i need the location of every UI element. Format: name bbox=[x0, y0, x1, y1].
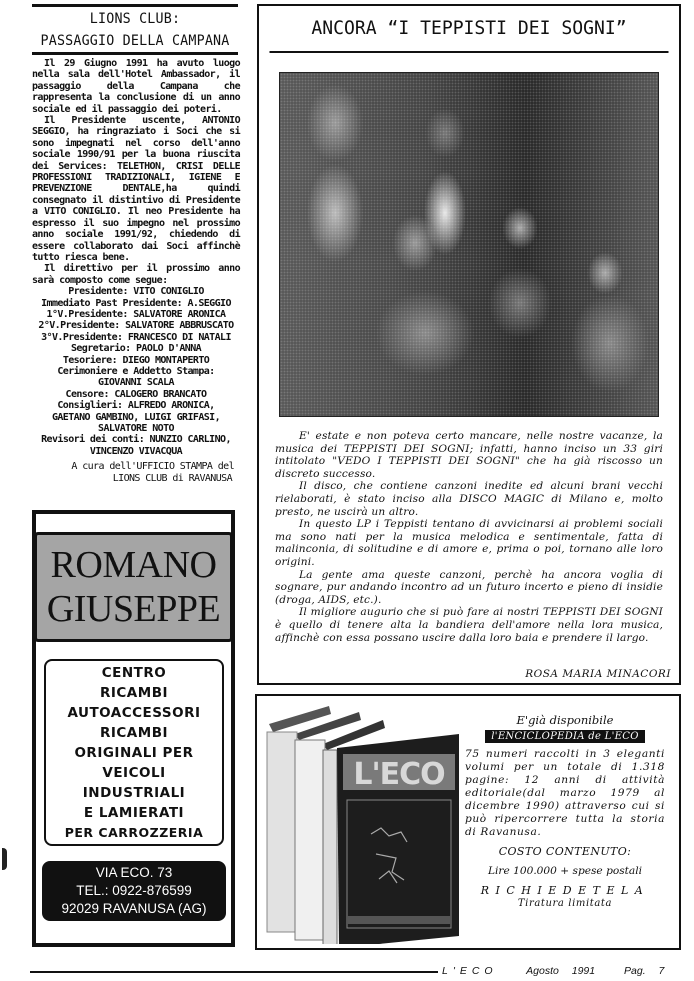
service-line: RICAMBI bbox=[99, 725, 169, 741]
service-line: ORIGINALI PER bbox=[74, 745, 194, 761]
romano-services-panel bbox=[44, 659, 224, 846]
teppisti-paragraph: Il migliore augurio che si può fare ai nostri TEPPISTI DEI SOGNI è quello di tenere alta la bandiera dell'amore nella lora musica, affinchè con essa possano uscire dalla loro baia e prendere il largo. bbox=[275, 606, 663, 644]
teppisti-paragraph: Il disco, che contiene canzoni inedite ed alcuni brani vecchi rielaborati, è stato inciso alla DISCO MAGIC di Milano e, molto presto, ne uscirà un altro. bbox=[275, 480, 663, 518]
roster-line: Cerimoniere e Addetto Stampa: bbox=[57, 365, 215, 377]
roster-line: GAETANO GAMBINO, LUIGI GRIFASI, bbox=[51, 411, 221, 423]
footer-page-number: Pag. 7 bbox=[624, 965, 665, 977]
romano-phone: TEL.: 0922-876599 bbox=[76, 883, 192, 898]
roster-line: VINCENZO VIVACQUA bbox=[89, 445, 183, 457]
credit-line2: LIONS CLUB di RAVANUSA bbox=[112, 472, 232, 484]
teppisti-headline: ANCORA “I TEPPISTI DEI SOGNI” bbox=[270, 6, 669, 53]
book-cover-title: L'ECO bbox=[353, 757, 445, 792]
page-edge-mark bbox=[2, 848, 7, 870]
lions-top-rule bbox=[32, 4, 238, 7]
lions-headline bbox=[40, 8, 230, 52]
eco-limited-edition: Tiratura limitata bbox=[517, 898, 613, 909]
cover-footer-band bbox=[347, 916, 451, 924]
footer-issue-date: Agosto 1991 bbox=[526, 965, 596, 977]
roster-line: Tesoriere: DIEGO MONTAPERTO bbox=[62, 354, 210, 366]
eco-cost-label: COSTO CONTENUTO: bbox=[498, 845, 632, 858]
lions-title-line2: PASSAGGIO DELLA CAMPANA bbox=[40, 33, 230, 49]
footer-rule bbox=[30, 971, 438, 973]
teppisti-paragraph: In questo LP i Teppisti tentano di avvicinarsi ai problemi sociali ma sono nati per la musica melodica e sentimentale, fatta di malinconia, di solitudine e di amore e, prima o poi, tornano alle loro origini. bbox=[275, 518, 663, 568]
page-footer bbox=[442, 965, 664, 977]
teppisti-paragraph: La gente ama queste canzoni, perchè ha ancora voglia di sognare, pur andando incontro ad un futuro incerto e pieno di insidie (droga, AIDS, etc.). bbox=[275, 568, 663, 606]
roster-line: 3°V.Presidente: FRANCESCO DI NATALI bbox=[41, 331, 231, 343]
service-line: CENTRO bbox=[101, 665, 167, 681]
service-line: VEICOLI bbox=[102, 765, 166, 781]
teppisti-article-body bbox=[275, 430, 663, 644]
roster-line: Immediato Past Presidente: A.SEGGIO bbox=[41, 297, 231, 309]
romano-name-panel bbox=[34, 532, 233, 642]
teppisti-article bbox=[257, 4, 681, 685]
romano-contact-panel bbox=[42, 861, 226, 921]
roster-line: 1°V.Presidente: SALVATORE ARONICA bbox=[46, 308, 226, 320]
teppisti-author: ROSA MARIA MINACORI bbox=[525, 668, 671, 680]
roster-line: Censore: CALOGERO BRANCATO bbox=[65, 388, 207, 400]
lions-bottom-rule bbox=[32, 52, 238, 55]
eco-price: Lire 100.000 + spese postali bbox=[487, 865, 643, 877]
service-line: PER CARROZZERIA bbox=[64, 825, 204, 840]
romano-advertisement bbox=[32, 510, 235, 947]
eco-availability: E'già disponibile bbox=[516, 713, 614, 727]
lions-paragraph: Il Presidente uscente, ANTONIO SEGGIO, ha ringraziato i Soci che si sono impegnati nel corso dell'anno sociale 1990/91 per la buona riuscita dei Services: TELETHON, CRISI DELLE PROFESSIONI TRADIZIONALI, IGIENE E PREVENZIONE DENTALE,ha quindi consegnato il distintivo di Presidente a VITO CONIGLIO. Il neo Presidente ha espresso il suo impegno nel prossimo anno sociale 1991/92, chiedendo di essere collaborato dai Soci affinchè tutto riesca bene. bbox=[32, 115, 240, 263]
service-line: INDUSTRIALI bbox=[82, 785, 186, 801]
service-line: RICAMBI bbox=[99, 685, 169, 701]
lions-roster bbox=[32, 286, 240, 457]
lions-title-line1: LIONS CLUB: bbox=[89, 11, 181, 27]
roster-line: Presidente: VITO CONIGLIO bbox=[68, 286, 204, 298]
footer-masthead: L'ECO bbox=[442, 965, 498, 977]
book-volume-2 bbox=[295, 740, 325, 940]
roster-line: Segretario: PAOLO D'ANNA bbox=[70, 343, 202, 355]
book-volume-1 bbox=[267, 732, 297, 932]
eco-advertisement bbox=[255, 694, 681, 950]
band-photo-image bbox=[279, 72, 659, 417]
lions-paragraph: Il 29 Giugno 1991 ha avuto luogo nella sala dell'Hotel Ambassador, il passaggio della Campana che rappresenta la conclusione di un anno sociale ed il passaggio dei poteri. bbox=[32, 58, 240, 115]
romano-address: VIA ECO. 73 bbox=[95, 865, 173, 880]
service-line: AUTOACCESSORI bbox=[67, 705, 201, 721]
roster-line: 2°V.Presidente: SALVATORE ABBRUSCATO bbox=[38, 320, 234, 332]
romano-name-line1: ROMANO bbox=[50, 544, 217, 586]
romano-city: 92029 RAVANUSA (AG) bbox=[61, 901, 207, 916]
eco-encyclopedia-banner: l'ENCICLOPEDIA de L'ECO bbox=[485, 730, 644, 743]
roster-line: Consiglieri: ALFREDO ARONICA, bbox=[57, 400, 215, 412]
teppisti-paragraph: E' estate e non poteva certo mancare, nelle nostre vacanze, la musica dei TEPPISTI DEI SOGNI; infatti, hanno inciso un 33 giri intitolato "VEDO I TEPPISTI DEI SOGNI" che ha già riscosso un discreto successo. bbox=[275, 430, 663, 480]
lions-credit bbox=[32, 461, 240, 484]
encyclopedia-books-image bbox=[261, 704, 461, 944]
eco-ad-text bbox=[465, 714, 665, 910]
eco-call-to-action: RICHIEDETELA bbox=[480, 884, 650, 897]
service-line: E LAMIERATI bbox=[83, 805, 185, 821]
lions-paragraph: Il direttivo per il prossimo anno sarà composto come segue: bbox=[32, 263, 240, 286]
roster-line: Revisori dei conti: NUNZIO CARLINO, bbox=[41, 434, 231, 446]
lions-article-body bbox=[32, 58, 240, 484]
romano-name-line2: GIUSEPPE bbox=[46, 588, 221, 630]
eco-description: 75 numeri raccolti in 3 eleganti volumi per un totale di 1.318 pagine: 12 anni di attività editoriale(dal marzo 1979 al dicembre 1990) attraverso cui si può ripercorrere tutta la storia di Ravanusa. bbox=[465, 748, 665, 838]
book-volume-3 bbox=[323, 750, 337, 944]
credit-line1: A cura dell'UFFICIO STAMPA del bbox=[71, 461, 234, 473]
roster-line: GIOVANNI SCALA bbox=[98, 377, 174, 389]
roster-line: SALVATORE NOTO bbox=[98, 423, 174, 434]
